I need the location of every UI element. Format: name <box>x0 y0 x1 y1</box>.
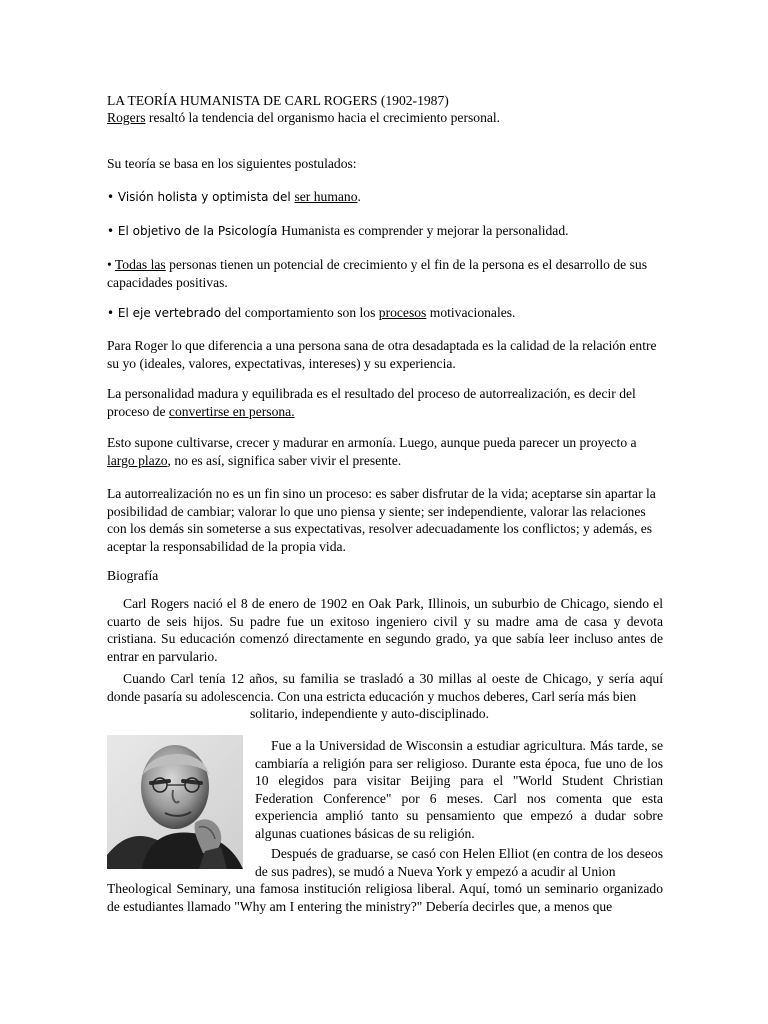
intro-text: resaltó la tendencia del organismo hacia el crecimiento personal. <box>145 110 501 125</box>
paragraph-3 <box>107 434 663 469</box>
paragraph-2-text: La personalidad madura y equilibrada es el resultado del proceso de autorrealización, es decir del proceso de <box>107 386 636 419</box>
biografia-paragraph-4a: Después de graduarse, se casó con Helen Elliot (en contra de los deseos de sus padres), se mudó a Nueva York y empezó a acudir al Union <box>255 846 663 879</box>
bullet-1-tail: . <box>357 189 361 204</box>
rogers-link[interactable]: Rogers <box>107 110 146 125</box>
bullet-1 <box>107 188 663 207</box>
paragraph-1: Para Roger lo que diferencia a una persona sana de otra desadaptada es la calidad de la relación entre su yo (ideales, valores, expectativas, intereses) y su experiencia. <box>107 338 657 371</box>
bullet-1-lead: • Visión holista y optimista del <box>107 190 295 204</box>
largo-plazo-link[interactable]: largo plazo <box>107 452 168 468</box>
biografia-paragraph-1: Carl Rogers nació el 8 de enero de 1902 en Oak Park, Illinois, un suburbio de Chicago, siendo el cuarto de seis hijos. Su padre fue un exitoso ingeniero civil y su madre ama de casa y devota cristiana. Su educación comenzó directamente en segundo grado, ya que sabía leer incluso antes de entrar en parvulario. <box>107 596 663 664</box>
postulados-intro: Su teoría se basa en los siguientes postulados: <box>107 156 357 171</box>
paragraph-3-tail: , no es así, significa saber vivir el presente. <box>167 452 402 468</box>
bullet-4 <box>107 304 663 323</box>
paragraph-4: La autorrealización no es un fin sino un proceso: es saber disfrutar de la vida; aceptarse sin apartar la posibilidad de cambiar; valorar lo que uno piensa y siente; ser independiente, valorar las relaciones con los demás sin someterse a sus expectativas, resolver adecuadamente los conflictos; y además, es aceptar la responsabilidad de la propia vida. <box>107 486 656 554</box>
biografia-paragraph-2b: solitario, independiente y auto-disciplinado. <box>250 706 489 721</box>
paragraph-3-text: Esto supone cultivarse, crecer y madurar en armonía. Luego, aunque pueda parecer un proyecto a <box>107 435 637 450</box>
ser-humano-link[interactable]: ser humano <box>294 189 358 204</box>
intro-line <box>107 109 500 127</box>
bullet-3-lead: • <box>107 257 115 272</box>
biografia-paragraph-4b: Theological Seminary, una famosa institución religiosa liberal. Aquí, tomó un seminario organizado de estudiantes llamado "Why am I entering the ministry?" Debería decirles que, a menos que <box>107 881 663 914</box>
carl-rogers-photo <box>107 735 243 869</box>
bullet-2-lead: • El objetivo de la Psicología <box>107 224 282 238</box>
paragraph-2 <box>107 385 663 420</box>
document-title: LA TEORÍA HUMANISTA DE CARL ROGERS (1902-1987) <box>107 93 449 108</box>
bullet-2-tail: Humanista es comprender y mejorar la personalidad. <box>281 223 569 238</box>
biografia-paragraph-3: Fue a la Universidad de Wisconsin a estudiar agricultura. Más tarde, se cambiaría a religión para ser religioso. Durante esta época, fue uno de los 10 elegidos para visitar Beijing para el "World Student Christian Federation Conference" por 6 meses. Carl nos comenta que esta experiencia amplió tanto su pensamiento que empezó a dudar sobre algunas cuationes básicas de su religión. <box>255 738 663 841</box>
bullet-4-mid: del comportamiento son los <box>224 305 379 320</box>
bullet-2 <box>107 222 663 241</box>
convertirse-link[interactable]: convertirse en persona. <box>168 403 295 419</box>
procesos-link[interactable]: procesos <box>378 305 427 320</box>
bullet-3 <box>107 256 663 291</box>
todas-las-link[interactable]: Todas las <box>114 257 166 272</box>
bullet-3-tail: personas tienen un potencial de crecimiento y el fin de la persona es el desarrollo de sus capacidades positivas. <box>107 257 647 290</box>
biografia-paragraph-2a: Cuando Carl tenía 12 años, su familia se trasladó a 30 millas al oeste de Chicago, y sería aquí donde pasaría su adolescencia. Con una estricta educación y muchos deberes, Carl sería más bien <box>107 671 663 704</box>
bullet-4-end: motivacionales. <box>426 305 516 320</box>
biografia-heading: Biografía <box>107 568 159 583</box>
bullet-4-lead: • El eje vertebrado <box>107 306 225 320</box>
